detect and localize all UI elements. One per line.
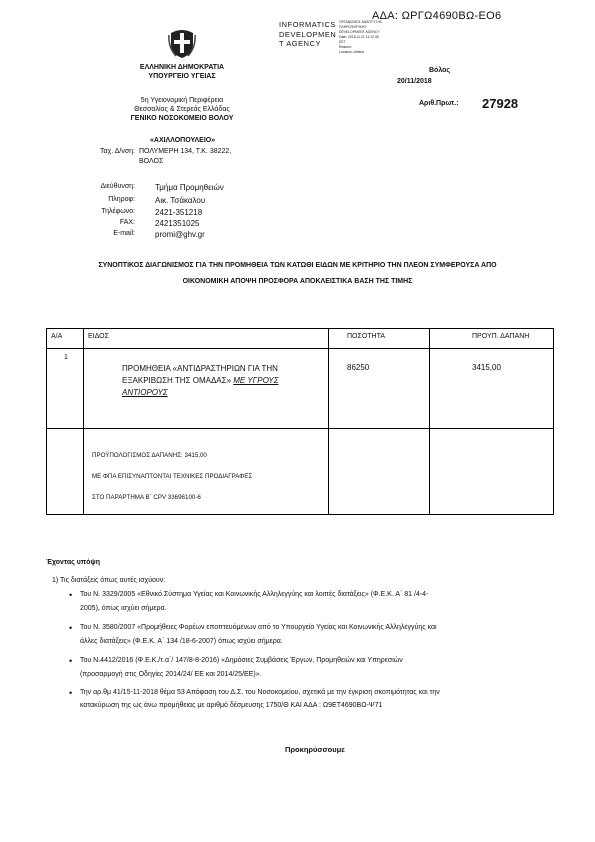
phone-row: Τηλέφωνο: 2421-351218 <box>101 208 203 217</box>
section-heading: Έχοντας υπόψη <box>46 559 100 566</box>
email-row: E-mail: promi@ghv.gr <box>113 230 205 239</box>
bullet-icon: • <box>69 688 73 698</box>
address-row: Ταχ. Δ/νση: ΠΟΛΥΜΕΡΗ 134, Τ.Κ. 38222, <box>99 148 232 155</box>
informatics-agency-stamp: INFORMATICS DEVELOPMEN T AGENCY <box>279 20 337 48</box>
list-item: Του Ν. 3329/2005 «Εθνικό Σύστημα Υγείας και Κοινωνικής Αλληλεγγύης και λοιπές διατάξεις» (Φ.Ε.Κ. Α΄ 81 /4-4- 2005), όπως ισχύει σήμερα. <box>80 591 429 612</box>
document-title-line1: ΣΥΝΟΠΤΙΚΟΣ ΔΙΑΓΩΝΙΣΜΟΣ ΓΙΑ ΤΗΝ ΠΡΟΜΗΘΕΙΑ ΤΩΝ ΚΑΤΩΘΙ ΕΙΔΩΝ ΜΕ ΚΡΙΤΗΡΙΟ ΤΗΝ ΠΛΕΟΝ ΣΥΜΦΕΡΟΥΣΑ ΑΠΟ <box>98 262 497 269</box>
info-row: Πληροφ: Αικ. Τσάκαλου <box>108 196 206 205</box>
header-quantity: ΠΟΣΟΤΗΤΑ <box>347 333 386 340</box>
fax-row: FAX: 2421351025 <box>119 219 200 228</box>
protocol-number: 27928 <box>482 96 519 111</box>
department-row: Διεύθυνση: Τμήμα Προμηθειών <box>100 183 224 192</box>
budget-details: ΠΡΟΫΠΟΛΟΓΙΣΜΟΣ ΔΑΠΑΝΗΣ: 3415,00 ΜΕ ΦΠΑ ΕΠΙΣΥΝΑΠΤΟΝΤΑΙ ΤΕΧΝΙΚΕΣ ΠΡΟΔΙΑΓΡΑΦΕΣ ΣΤΟ ΠΑΡΑΡΤΗΜΑ Β΄ CPV 33696100-6 <box>92 452 253 501</box>
table-row <box>47 429 554 515</box>
header-cost: ΠΡΟΥΠ. ΔΑΠΑΝΗ <box>472 333 530 340</box>
table-header-row <box>47 329 554 349</box>
ministry-header: ΕΛΛΗΝΙΚΗ ΔΗΜΟΚΡΑΤΙΑ ΥΠΟΥΡΓΕΙΟ ΥΓΕΙΑΣ <box>139 64 225 80</box>
document-date: 20/11/2018 <box>397 78 432 85</box>
item-cost: 3415,00 <box>472 363 501 372</box>
list-item: Την αρ.θμ 41/15-11-2018 θέμα 53 Απόφαση του Δ.Σ. του Νοσοκομείου, σχετικά με την έγκριση σκοπιμότητας και την κατακύρωση της ως άνω προμήθειας με αριθμό δέσμευσης 1750/Θ ΚΑΙ ΑΔΑ : Ω9ΕΤ4690ΒΩ-Ψ71 <box>80 689 440 709</box>
protocol-label: Αριθ.Πρωτ.: <box>419 100 459 107</box>
items-table <box>46 328 554 515</box>
list-item: Του Ν. 3580/2007 «Προμήθειες Φορέων εποπτευόμενων από το Υπουργείο Υγείας και Κοινωνικής Αλληλεγγύης και άλλες διατάξεις» (Φ.Ε.Κ. Α΄ 134 /18-6-2007) όπως ισχύει σήμερα. <box>80 624 437 645</box>
hospital-name: «ΑΧΙΛΛΟΠΟΥΛΕΙΟ» <box>150 137 216 144</box>
closing-word: Προκηρύσσουμε <box>285 745 345 754</box>
bullet-icon: • <box>69 656 73 666</box>
document-title-line2: ΟΙΚΟΝΟΜΙΚΗ ΑΠΟΨΗ ΠΡΟΣΦΟΡΑ ΑΠΟΚΛΕΙΣΤΙΚΑ ΒΑΣΗ ΤΗΣ ΤΙΜΗΣ <box>182 278 413 285</box>
list-item: Του Ν.4412/2016 (Φ.Ε.Κ./τ.α΄/ 147/8-8-2016) «Δημόσιες Συμβάσεις Έργων, Προμηθειών και Υπηρεσιών (προσαρμογή στις Οδηγίες 2014/24/ ΕΕ και 2014/25/ΕΕ)». <box>80 657 403 678</box>
header-aa: Α/Α <box>51 333 63 340</box>
address-row-2: ΒΟΛΟΣ <box>139 158 164 165</box>
row-index: 1 <box>64 354 68 361</box>
greek-emblem-icon <box>168 27 196 59</box>
table-row <box>47 349 554 429</box>
provisions-item: 1) Τις διατάξεις όπως αυτές ισχύουν: <box>52 577 166 584</box>
bullet-icon: • <box>69 590 73 600</box>
city: Βόλος <box>429 67 451 74</box>
ada-code: ΑΔΑ: ΩΡΓΩ4690ΒΩ-ΕΟ6 <box>372 10 502 22</box>
digital-signature-details: ΟΡΓΑΝΙΣΜΟΣ ΑΝΑΠΤΥΞΗΣ ΠΛΗΡΟΦΟΡΙΚΗΣ DEVELOPMENT AGENCY Date: 2018.11.21 11:12:35 EET Reason: Location: Athens <box>339 20 383 54</box>
item-description: ΠΡΟΜΗΘΕΙΑ «ΑΝΤΙΔΡΑΣΤΗΡΙΩΝ ΓΙΑ ΤΗΝ ΕΞΑΚΡΙΒΩΣΗ ΤΗΣ ΟΜΑΔΑΣ» ΜΕ ΥΓΡΟΥΣ ΑΝΤΙΟΡΟΥΣ <box>122 364 279 397</box>
bullet-icon: • <box>69 623 73 633</box>
header-item: ΕΙΔΟΣ <box>88 333 109 340</box>
region-header: 5η Υγειονομική Περιφέρεια Θεσσαλίας & Στερεάς Ελλάδας ΓΕΝΙΚΟ ΝΟΣΟΚΟΜΕΙΟ ΒΟΛΟΥ <box>130 97 234 122</box>
item-quantity: 86250 <box>347 363 370 372</box>
